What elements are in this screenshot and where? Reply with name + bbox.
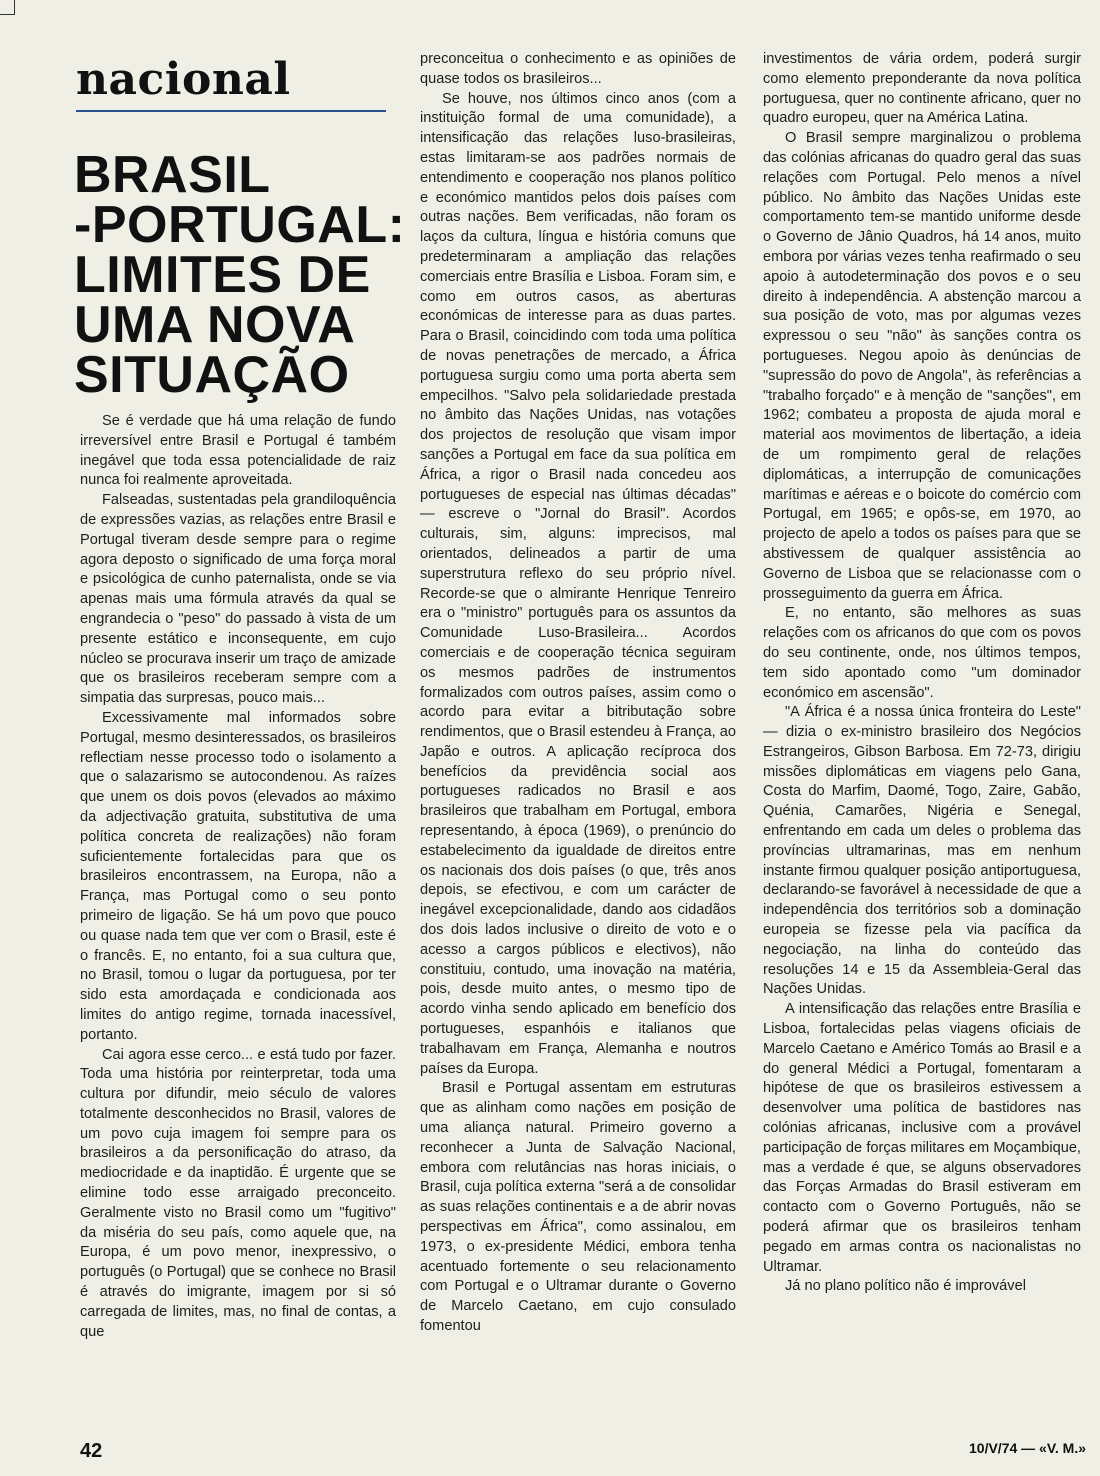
paragraph: Já no plano político não é improvável [785, 1278, 1026, 1295]
paragraph: Excessivamente mal informados sobre Portugal, mesmo desinteressados, os brasileiros reflectiam nesse processo todo o isolamento a que o salazarismo se autocondenou. As raízes que unem os dois povos (elevados ao máximo da adjectivação gratuita, substitutiva de uma política concreta de realizações) não foram suficientemente fortalecidas para que os brasileiros encontrassem, na Europa, não a França, mas Portugal como o seu ponto primeiro de ligação. Se há um povo que pouco ou quase nada tem que ver com o Brasil, este é o francês. E, no entanto, foi a sua cultura que, no Brasil, tomou o lugar da portuguesa, por ter sido esta amordaçada e condicionada aos limites do antigo regime, tornada inacessível, portanto. [80, 709, 396, 1043]
article-column-2 [420, 50, 736, 1337]
issue-date: 10/V/74 — «V. M.» [969, 1440, 1086, 1456]
paragraph: "A África é a nossa única fronteira do Leste" — dizia o ex-ministro brasileiro dos Negócios Estrangeiros, Gibson Barbosa. Em 72-73, dirigiu missões diplomáticas em viagens pelo Gana, Costa do Marfim, Daomé, Togo, Zaire, Gabão, Quénia, Camarões, Nigéria e Senegal, enfrentando em cada um deles o problema das províncias ultramarinas, mas em nenhum instante firmou qualquer posição antiportuguesa, declarando-se favorável à necessidade de que a independência dos territórios sob a dominação europeia se fizesse pela via pacífica da negociação, na linha do conteúdo das resoluções 14 e 15 da Assembleia-Geral das Nações Unidas. [763, 704, 1081, 998]
paragraph: O Brasil sempre marginalizou o problema das colónias africanas do quadro geral das suas relações com Portugal. Pelo menos a nível público. No âmbito das Nações Unidas este comportamento tem-se mantido uniforme desde o Governo de Jânio Quadros, há 14 anos, muito embora por várias vezes tenha reafirmado o seu apoio à autodeterminação dos povos e o seu direito à independência. A abstenção marcou a sua posição de voto, mas por algumas vezes expressou o seu "não" às sanções contra os portugueses. Negou apoio às denúncias de "supressão do povo de Angola", às referências a "trabalho forçado" e à menção de "sanções", em 1962; combateu a proposta de ajuda moral e material aos movimentos de libertação, a ideia de um rompimento geral de relações diplomáticas, a interrupção de comunicações marítimas e aéreas e o boicote do comércio com Portugal, em 1965; e opôs-se, em 1970, ao projecto de apelo a todos os países para que se abstivessem de qualquer assistência ao Governo de Lisboa que se relacionasse com o prosseguimento da guerra em África. [763, 130, 1081, 602]
article-column-3 [763, 50, 1081, 1297]
headline-line: SITUAÇÃO [74, 346, 350, 404]
headline [74, 146, 406, 404]
headline-line: BRASIL [74, 146, 271, 204]
paragraph: Brasil e Portugal assentam em estruturas que as alinham como nações em posição de uma aliança natural. Primeiro governo a reconhecer a Junta de Salvação Nacional, embora com relutâncias nas horas iniciais, o Brasil, cuja política externa "será a de consolidar as suas relações continentais e a de abrir novas perspectivas em África", como assinalou, em 1973, o ex-presidente Médici, embora tenha acentuado fortemente o seu relacionamento com Portugal e o Ultramar durante o Governo de Marcelo Caetano, em cujo consulado fomentou [420, 1080, 736, 1334]
headline-line: LIMITES DE [74, 246, 371, 304]
paragraph: A intensificação das relações entre Brasília e Lisboa, fortalecidas pelas viagens oficiais de Marcelo Caetano e Américo Tomás ao Brasil e a do general Médici a Portugal, fomentaram a hipótese de que os brasileiros estivessem a desenvolver uma política de bastidores nas colónias africanas, inclusive com a provável participação de forças militares em Moçambique, mas a verdade é que, se alguns observadores das Forças Armadas do Brasil estiveram em contacto com o Governo Português, não se poderá afirmar que os brasileiros tenham pegado em armas contra os nacionalistas no Ultramar. [763, 1001, 1081, 1275]
paragraph: E, no entanto, são melhores as suas relações com os africanos do que com os povos do seu continente, onde, nos últimos tempos, tem sido apontado como "um dominador económico em ascensão". [763, 605, 1081, 701]
paragraph: preconceitua o conhecimento e as opiniões de quase todos os brasileiros... [420, 51, 736, 87]
paragraph: Se houve, nos últimos cinco anos (com a instituição formal de uma comunidade), a intensificação das relações luso-brasileiras, estas limitaram-se aos padrões normais de entendimento e cooperação nos planos político e económico mantidos pelos dois países com outras nações. Bem verificadas, não foram os laços da cultura, língua e história comuns que predeterminaram a ampliação das relações comerciais entre Brasília e Lisboa. Foram sim, e como em outros casos, as aberturas económicas de interesse para as duas partes. Para o Brasil, coincidindo com toda uma política de novas penetrações de mercado, a África portuguesa surgiu como uma porta aberta sem empecilhos. "Salvo pela solidariedade prestada no âmbito das Nações Unidas, nas votações dos projectos de resolução que visam impor sanções a Portugal em face da sua política em África, a rigor o Brasil nada concedeu aos portugueses de especial nas últimas décadas" — escreve o "Jornal do Brasil". Acordos culturais, sim, alguns: imprecisos, mal orientados, delineados a partir de uma superstrutura reflexo do seu próprio nível. Recorde-se que o almirante Henrique Tenreiro era o "ministro" português para os assuntos da Comunidade Luso-Brasileira... Acordos comerciais e de cooperação técnica seguiram os mesmos padrões de instrumentos formalizados com outros países, assim como o acordo para evitar a bitributação sobre rendimentos, que o Brasil estendeu à França, ao Japão e outros. A aplicação recíproca dos benefícios da previdência social aos portugueses radicados no Brasil e aos brasileiros que trabalham em Portugal, embora representando, à época (1969), o prenúncio do estabelecimento da igualdade de direitos entre os nacionais dos dois países (o que, três anos depois, se efectivou, e com um carácter de inegável excepcionalidade, dando aos cidadãos dos dois lados inclusive o direito de voto e o acesso a cargos públicos e electivos), não constituiu, contudo, uma inovação na matéria, pois, desde muito antes, o mesmo tipo de acordo vinha sendo aplicado em benefício dos portugueses, espanhóis e italianos que trabalhavam em França, Alemanha e noutros países da Europa. [420, 90, 736, 1077]
paragraph: Cai agora esse cerco... e está tudo por fazer. Toda uma história por reinterpretar, toda uma cultura por difundir, meio século de valores totalmente desconhecidos no Brasil, valores de um povo cuja imagem foi sempre para os brasileiros a da personificação do atraso, da mediocridade e da inaptidão. É urgente que se elimine todo esse arraigado preconceito. Geralmente visto no Brasil como um "fugitivo" da miséria do seu país, como aquele que, na Europa, é um povo menor, inexpressivo, o português (o Portugal) que se conhece no Brasil é através do imigrante, imagem por si só carregada de limites, mas, no final de contas, a que [80, 1046, 396, 1340]
headline-line: -PORTUGAL: [74, 196, 406, 254]
paragraph: investimentos de vária ordem, poderá surgir como elemento preponderante da nova política portuguesa, quer no continente africano, quer no quadro europeu, quer na América Latina. [763, 51, 1081, 127]
page-number: 42 [80, 1440, 103, 1462]
section-title: nacional [76, 54, 291, 105]
paragraph: Falseadas, sustentadas pela grandiloquência de expressões vazias, as relações entre Brasil e Portugal tiveram desde sempre para o regime agora deposto o significado de uma força moral e psicológica de cunho paternalista, onde se via apenas mais uma fórmula através da qual se engrandecia o "peso" do passado à vista de um presente estático e inconsequente, em cujo núcleo se procurava inserir um traço de amizade que os brasileiros receberam sempre com a simpatia das surpresas, pouco mais... [80, 492, 396, 707]
crop-mark [0, 0, 15, 15]
article-column-1 [80, 412, 396, 1342]
paragraph: Se é verdade que há uma relação de fundo irreversível entre Brasil e Portugal é também inegável que toda essa potencialidade de raiz nunca foi realmente aproveitada. [80, 413, 396, 489]
headline-line: UMA NOVA [74, 296, 356, 354]
section-rule [76, 110, 386, 112]
